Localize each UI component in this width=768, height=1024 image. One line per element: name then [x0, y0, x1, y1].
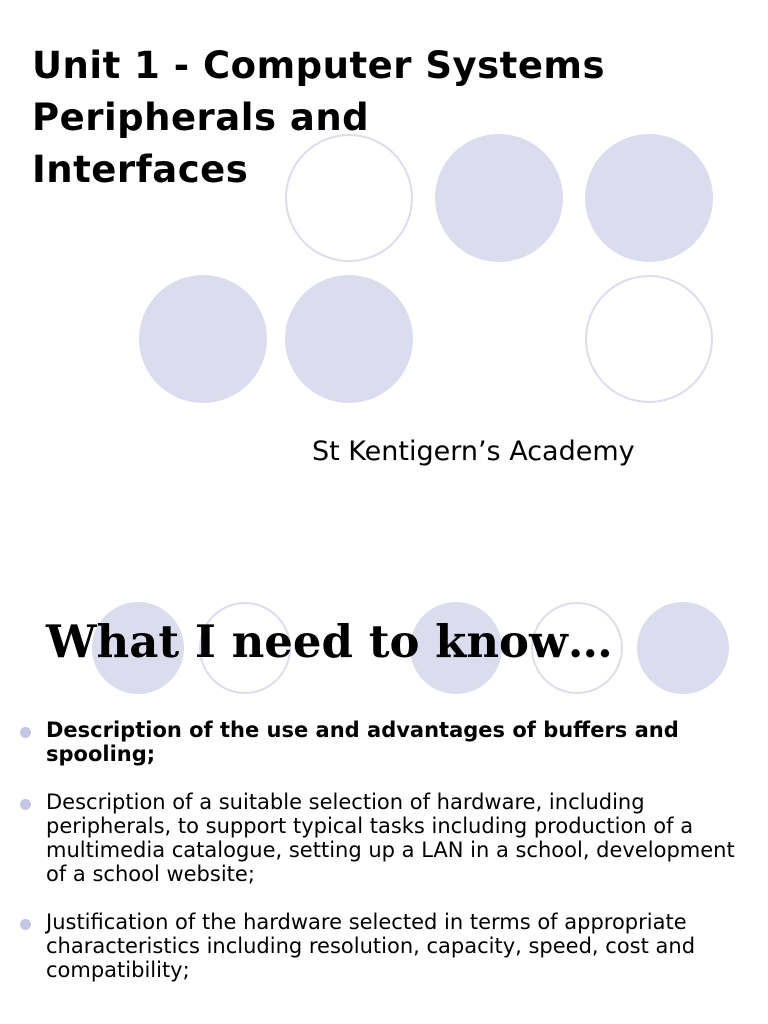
bullet-text: Description of the use and advantages of buffers and spooling;: [46, 718, 679, 766]
title-line: Interfaces: [32, 148, 249, 191]
title-line: Peripherals and: [32, 96, 370, 139]
decorative-circle-filled: [139, 275, 267, 403]
slide-2-title: What I need to know…: [46, 615, 613, 668]
decorative-circle-filled: [285, 275, 413, 403]
slide-1-subtitle: St Kentigern’s Academy: [312, 436, 635, 467]
list-item: [0, 790, 768, 886]
slide-1-title: [32, 40, 692, 196]
bullet-text: Description of a suitable selection of hardware, including peripherals, to support typical tasks including production of a multimedia catalogue, setting up a LAN in a school, development of a school website;: [46, 790, 735, 886]
list-item: [0, 718, 768, 766]
bullet-dot-icon: [20, 919, 31, 930]
bullet-text: Justification of the hardware selected in terms of appropriate characteristics including resolution, capacity, speed, cost and compatibility;: [46, 910, 696, 982]
list-item: [0, 910, 768, 982]
bullet-list: [0, 718, 768, 982]
bullet-dot-icon: [20, 727, 31, 738]
title-line: Unit 1 - Computer Systems: [32, 44, 606, 87]
decorative-circle-filled: [637, 602, 729, 694]
bullet-dot-icon: [20, 799, 31, 810]
decorative-circle-outline: [585, 275, 713, 403]
